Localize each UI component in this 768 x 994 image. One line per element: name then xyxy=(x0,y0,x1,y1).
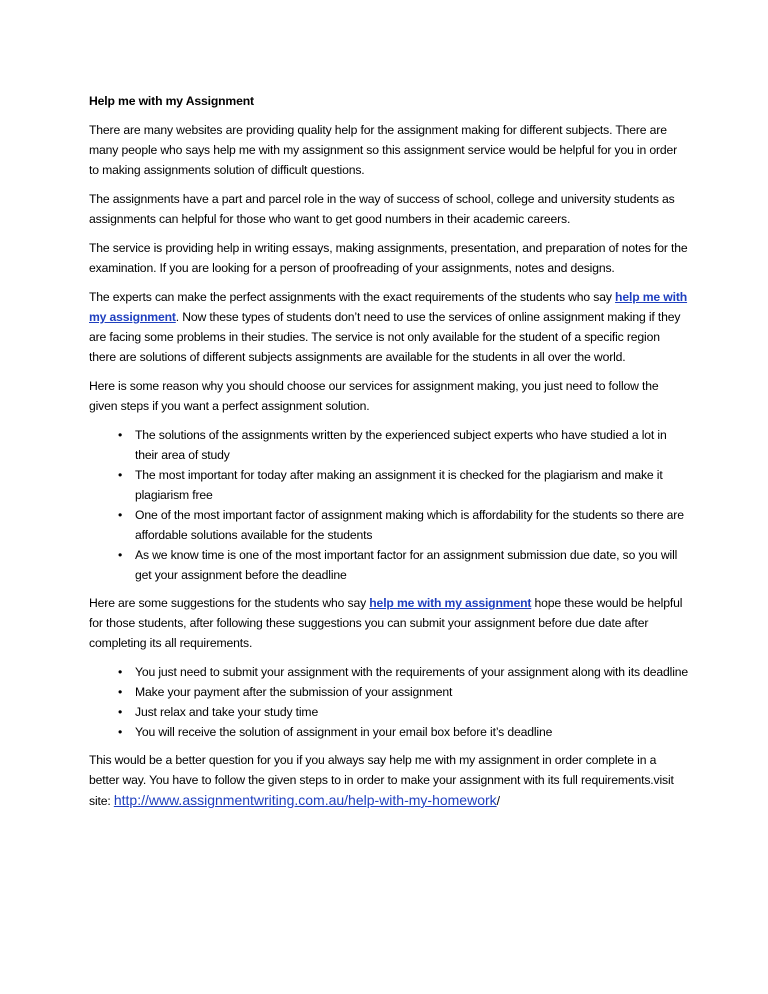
list-item-text: The solutions of the assignments written by the experienced subject experts who have studied a lot in their area of study xyxy=(135,428,667,462)
paragraph-closing xyxy=(89,750,689,811)
list-item xyxy=(89,722,689,742)
url-trailing-slash: / xyxy=(496,794,500,808)
paragraph-reasons: Here is some reason why you should choose our services for assignment making, you just need to follow the given steps if you want a perfect assignment solution. xyxy=(89,379,659,413)
list-item xyxy=(89,545,689,585)
steps-list xyxy=(89,662,689,742)
paragraph-intro: There are many websites are providing quality help for the assignment making for different subjects. There are many people who says help me with my assignment so this assignment service would be helpful for you in order to making assignments solution of difficult questions. xyxy=(89,123,678,177)
list-item xyxy=(89,662,689,682)
paragraph-suggestions xyxy=(89,593,689,653)
bullet-icon: • xyxy=(117,665,123,679)
list-item xyxy=(89,505,689,545)
list-item xyxy=(89,465,689,505)
paragraph-experts xyxy=(89,287,689,367)
document-title: Help me with my Assignment xyxy=(89,94,254,108)
paragraph-experts-text-after: . Now these types of students don’t need to use the services of online assignment making if they are facing some problems in their studies. The service is not only available for the student of a specific region there are solutions of different subjects assignments are available for the students in all over the world. xyxy=(89,310,681,364)
list-item-text: Just relax and take your study time xyxy=(135,705,319,719)
bullet-icon: • xyxy=(117,468,123,482)
list-item-text: Make your payment after the submission of your assignment xyxy=(135,685,453,699)
list-item xyxy=(89,682,689,702)
list-item-text: One of the most important factor of assignment making which is affordability for the students so there are affordable solutions available for the students xyxy=(135,508,684,542)
paragraph-experts-text-before: The experts can make the perfect assignments with the exact requirements of the students who say xyxy=(89,290,616,304)
list-item-text: The most important for today after making an assignment it is checked for the plagiarism and make it plagiarism free xyxy=(135,468,663,502)
bullet-icon: • xyxy=(117,685,123,699)
help-assignment-link-2[interactable]: help me with my assignment xyxy=(369,596,532,610)
bullet-icon: • xyxy=(117,548,123,562)
bullet-icon: • xyxy=(117,428,123,442)
list-item-text: You will receive the solution of assignment in your email box before it’s deadline xyxy=(135,725,553,739)
paragraph-suggestions-text-after: hope these would be helpful for those students, after following these suggestions you can submit your assignment before due date after completing its all requirements. xyxy=(89,596,683,650)
bullet-icon: • xyxy=(117,508,123,522)
bullet-icon: • xyxy=(117,725,123,739)
paragraph-closing-text: This would be a better question for you if you always say help me with my assignment in order complete in a better way. You have to follow the given steps to in order to make your assignment with its full requirements.visit site: xyxy=(89,753,674,808)
reasons-list xyxy=(89,425,689,585)
list-item-text: As we know time is one of the most important factor for an assignment submission due date, so you will get your assignment before the deadline xyxy=(135,548,678,582)
help-assignment-link[interactable]: help me with my assignment xyxy=(89,290,688,324)
list-item xyxy=(89,425,689,465)
paragraph-services: The service is providing help in writing essays, making assignments, presentation, and preparation of notes for the examination. If you are looking for a person of proofreading of your assignments, notes and designs. xyxy=(89,241,688,275)
list-item-text: You just need to submit your assignment with the requirements of your assignment along with its deadline xyxy=(135,665,689,679)
paragraph-role: The assignments have a part and parcel role in the way of success of school, college and university students as assignments can helpful for those who want to get good numbers in their academic careers. xyxy=(89,192,675,226)
document-page xyxy=(89,91,689,820)
homework-site-link[interactable]: http://www.assignmentwriting.com.au/help-with-my-homework xyxy=(113,792,497,808)
paragraph-suggestions-text-before: Here are some suggestions for the students who say xyxy=(89,596,370,610)
bullet-icon: • xyxy=(117,705,123,719)
list-item xyxy=(89,702,689,722)
